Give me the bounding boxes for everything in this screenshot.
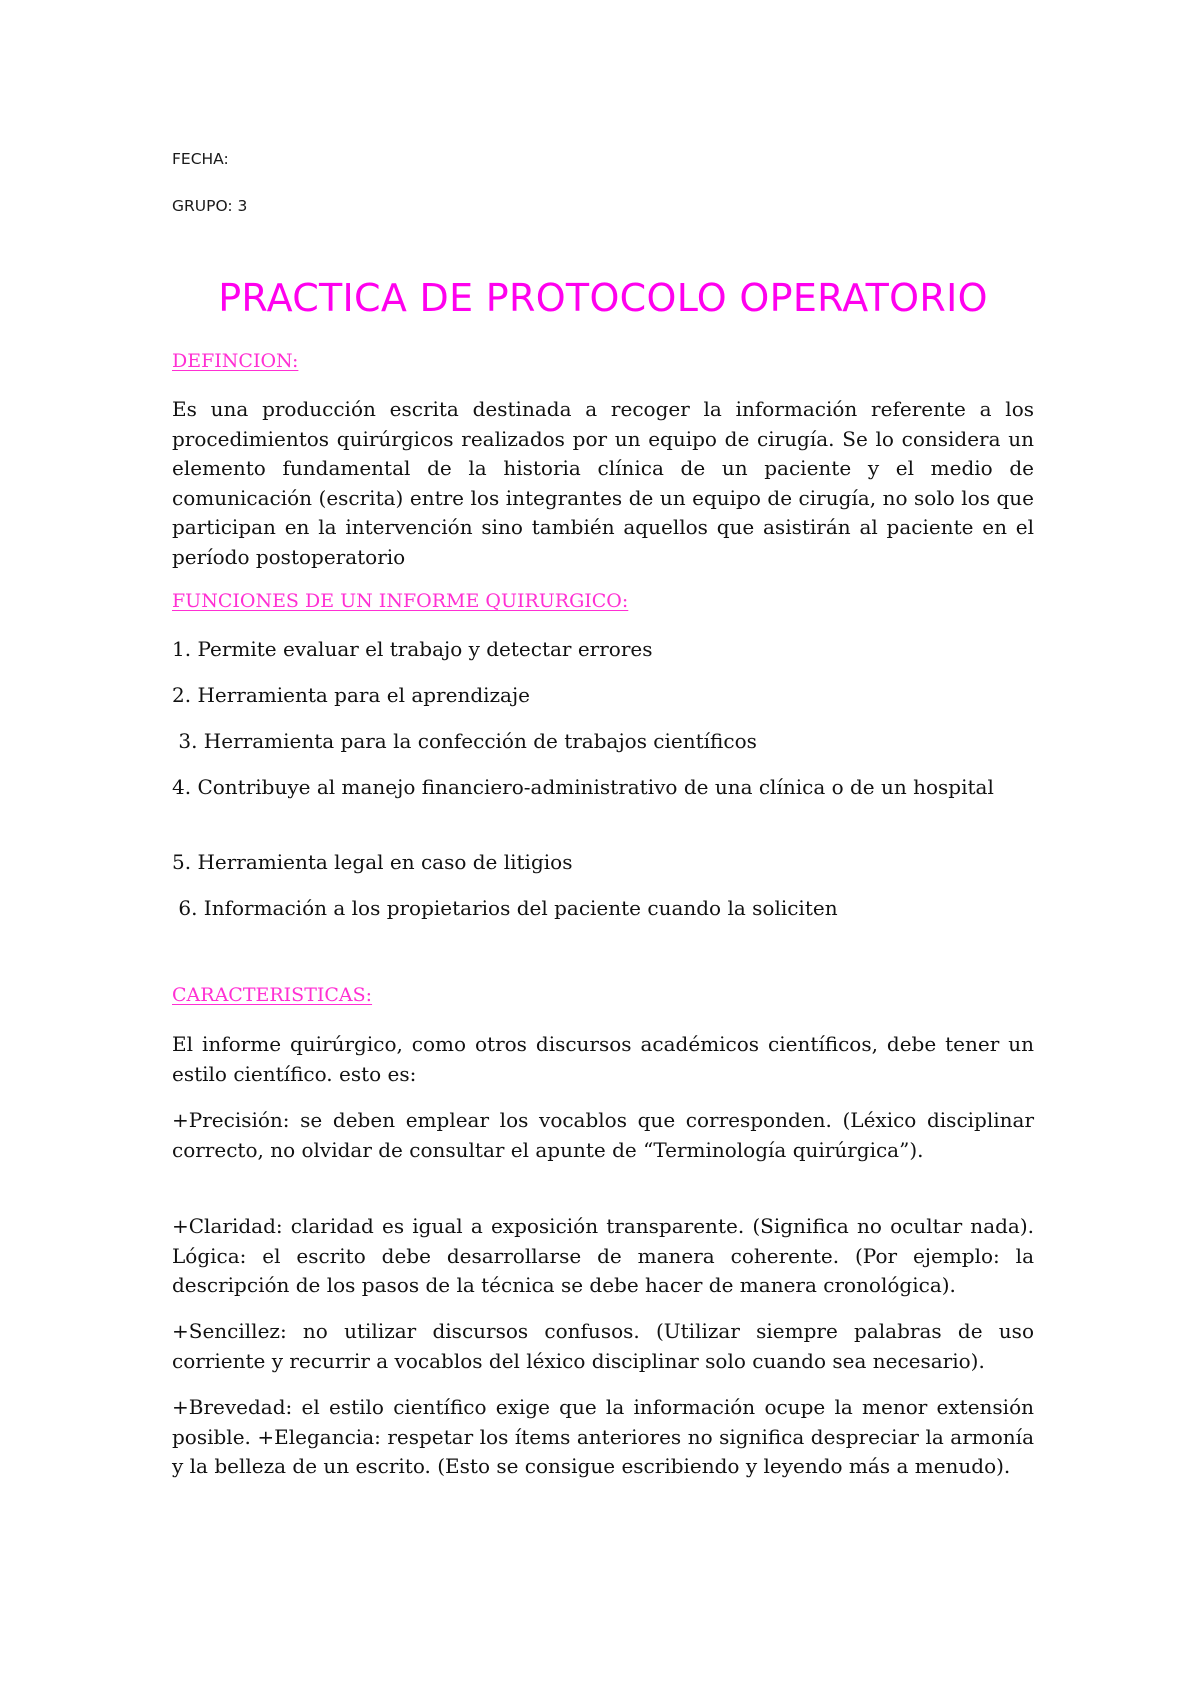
fecha-label: FECHA: <box>172 150 229 168</box>
funcion-item-3: 3. Herramienta para la confección de trabajos científicos <box>172 729 757 753</box>
funcion-item-1: 1. Permite evaluar el trabajo y detectar errores <box>172 637 653 661</box>
funcion-item-4: 4. Contribuye al manejo financiero-administrativo de una clínica o de un hospital <box>172 775 994 799</box>
brevedad-paragraph: +Brevedad: el estilo científico exige que la información ocupe la menor extensión posible. +Elegancia: respetar los ítems anteriores no significa despreciar la armonía y la belleza de un escrito. (Esto se consigue escribiendo y leyendo más a menudo). <box>172 1395 1034 1478</box>
grupo-label: GRUPO: 3 <box>172 197 248 215</box>
funcion-item-6: 6. Información a los propietarios del paciente cuando la soliciten <box>172 896 838 920</box>
funcion-item-2: 2. Herramienta para el aprendizaje <box>172 683 531 707</box>
funciones-heading: FUNCIONES DE UN INFORME QUIRURGICO: <box>172 590 629 612</box>
caracteristicas-intro: El informe quirúrgico, como otros discursos académicos científicos, debe tener un estilo científico. esto es: <box>172 1032 1034 1086</box>
caracteristicas-heading: CARACTERISTICAS: <box>172 984 373 1006</box>
document-title: PRACTICA DE PROTOCOLO OPERATORIO <box>218 276 988 320</box>
claridad-paragraph: +Claridad: claridad es igual a exposición transparente. (Significa no ocultar nada). Lógica: el escrito debe desarrollarse de manera coherente. (Por ejemplo: la descripción de los pasos de la técnica se debe hacer de manera cronológica). <box>172 1214 1034 1297</box>
funcion-item-5: 5. Herramienta legal en caso de litigios <box>172 850 573 874</box>
sencillez-paragraph: +Sencillez: no utilizar discursos confusos. (Utilizar siempre palabras de uso corriente y recurrir a vocablos del léxico disciplinar solo cuando sea necesario). <box>172 1319 1034 1373</box>
precision-paragraph: +Precisión: se deben emplear los vocablos que corresponden. (Léxico disciplinar correcto, no olvidar de consultar el apunte de “Terminología quirúrgica”). <box>172 1108 1034 1162</box>
definicion-paragraph: Es una producción escrita destinada a recoger la información referente a los procedimientos quirúrgicos realizados por un equipo de cirugía. Se lo considera un elemento fundamental de la historia clínica de un paciente y el medio de comunicación (escrita) entre los integrantes de un equipo de cirugía, no solo los que participan en la intervención sino también aquellos que asistirán al paciente en el período postoperatorio <box>172 397 1034 569</box>
definicion-heading: DEFINCION: <box>172 350 299 372</box>
